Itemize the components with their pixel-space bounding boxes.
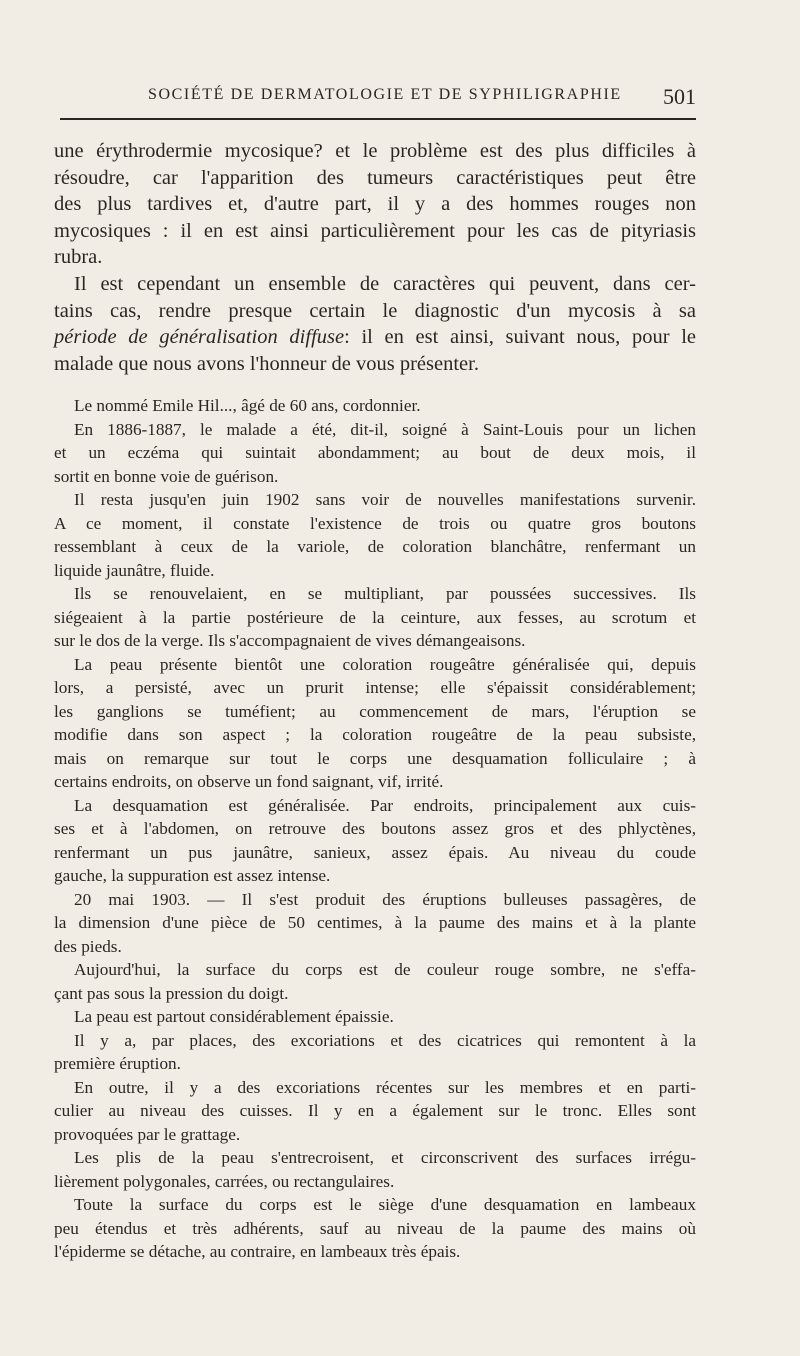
text-line: La desquamation est généralisée. Par endroits, principalement aux cuis- [74, 795, 696, 815]
text-line: En outre, il y a des excoriations récentes sur les membres et en parti- [74, 1077, 696, 1097]
text-line: sortit en bonne voie de guérison. [54, 466, 279, 486]
italic-phrase: période de généralisation diffuse [54, 326, 345, 349]
text-line: lièrement polygonales, carrées, ou rectangulaires. [54, 1171, 395, 1191]
text-line: lors, a persisté, avec un prurit intense; elle s'épaissit considérablement; [54, 678, 696, 697]
case-report-text [54, 394, 696, 1264]
text-line: culier au niveau des cuisses. Il y en a également sur le tronc. Elles sont [54, 1101, 696, 1120]
text-line-mixed [54, 324, 696, 351]
page-number: 501 [663, 84, 696, 109]
text-line: Il resta jusqu'en juin 1902 sans voir de nouvelles manifestations survenir. [74, 490, 696, 509]
text-line: les ganglions se tuméfient; au commencement de mars, l'éruption se [54, 701, 696, 721]
text-line: provoquées par le grattage. [54, 1124, 241, 1144]
text-line: modifie dans son aspect ; la coloration rougeâtre de la peau subsiste, [54, 725, 696, 744]
text-line: ressemblant à ceux de la variole, de coloration blanchâtre, renfermant un [54, 537, 696, 556]
text-line: malade que nous avons l'honneur de vous présenter. [54, 352, 479, 375]
text-line: Le nommé Emile Hil..., âgé de 60 ans, cordonnier. [74, 396, 421, 415]
text-line: des plus tardives et, d'autre part, il y a des hommes rouges non [54, 193, 696, 216]
text-line: 20 mai 1903. — Il s'est produit des éruptions bulleuses passagères, de [74, 889, 696, 909]
text-line: La peau présente bientôt une coloration rougeâtre généralisée qui, depuis [74, 654, 696, 674]
text-line: des pieds. [54, 936, 122, 956]
text-run: : il en est ainsi, suivant nous, pour le [344, 326, 696, 349]
text-line: Il y a, par places, des excoriations et des cicatrices qui remontent à la [74, 1030, 696, 1050]
text-line: liquide jaunâtre, fluide. [54, 560, 215, 580]
text-line: première éruption. [54, 1054, 181, 1073]
text-line: l'épiderme se détache, au contraire, en lambeaux très épais. [54, 1242, 461, 1261]
text-line: La peau est partout considérablement épaissie. [74, 1007, 394, 1026]
running-title: SOCIÉTÉ DE DERMATOLOGIE ET DE SYPHILIGRAPHIE [148, 86, 622, 103]
text-line: renfermant un pus jaunâtre, sanieux, assez épais. Au niveau du coude [54, 842, 696, 862]
text-line: gauche, la suppuration est assez intense. [54, 866, 331, 885]
text-line: çant pas sous la pression du doigt. [54, 983, 289, 1003]
text-line: Toute la surface du corps est le siège d'une desquamation en lambeaux [74, 1195, 696, 1214]
text-line: la dimension d'une pièce de 50 centimes, à la paume des mains et à la plante [54, 913, 696, 932]
text-line: ses et à l'abdomen, on retrouve des boutons assez gros et des phlyctènes, [54, 819, 696, 838]
text-line: résoudre, car l'apparition des tumeurs caractéristiques peut être [54, 166, 696, 189]
running-header [148, 84, 696, 108]
intro-text [54, 138, 696, 377]
text-line: rubra. [54, 246, 103, 269]
text-line: peu étendus et très adhérents, sauf au niveau de la paume des mains où [54, 1218, 696, 1238]
text-line: sur le dos de la verge. Ils s'accompagnaient de vives démangeaisons. [54, 631, 526, 650]
text-line: A ce moment, il constate l'existence de trois ou quatre gros boutons [54, 513, 696, 533]
text-line: certains endroits, on observe un fond saignant, vif, irrité. [54, 772, 444, 791]
text-line: tains cas, rendre presque certain le diagnostic d'un mycosis à sa [54, 299, 696, 322]
text-line: et un eczéma qui suintait abondamment; au bout de deux mois, il [54, 443, 696, 462]
text-line: une érythrodermie mycosique? et le problème est des plus difficiles à [54, 140, 696, 162]
text-line: Les plis de la peau s'entrecroisent, et circonscrivent des surfaces irrégu- [74, 1148, 696, 1167]
header-rule [60, 118, 696, 120]
text-line: Il est cependant un ensemble de caractères qui peuvent, dans cer- [74, 272, 696, 295]
text-line: Aujourd'hui, la surface du corps est de couleur rouge sombre, ne s'effa- [74, 960, 696, 979]
text-line: mycosiques : il en est ainsi particulièrement pour les cas de pityriasis [54, 219, 696, 242]
text-line: mais on remarque sur tout le corps une desquamation folliculaire ; à [54, 748, 696, 768]
text-line: Ils se renouvelaient, en se multipliant, par poussées successives. Ils [74, 584, 696, 603]
text-line: siégeaient à la partie postérieure de la ceinture, aux fesses, au scrotum et [54, 607, 696, 627]
text-line: En 1886-1887, le malade a été, dit-il, soigné à Saint-Louis pour un lichen [74, 419, 696, 439]
